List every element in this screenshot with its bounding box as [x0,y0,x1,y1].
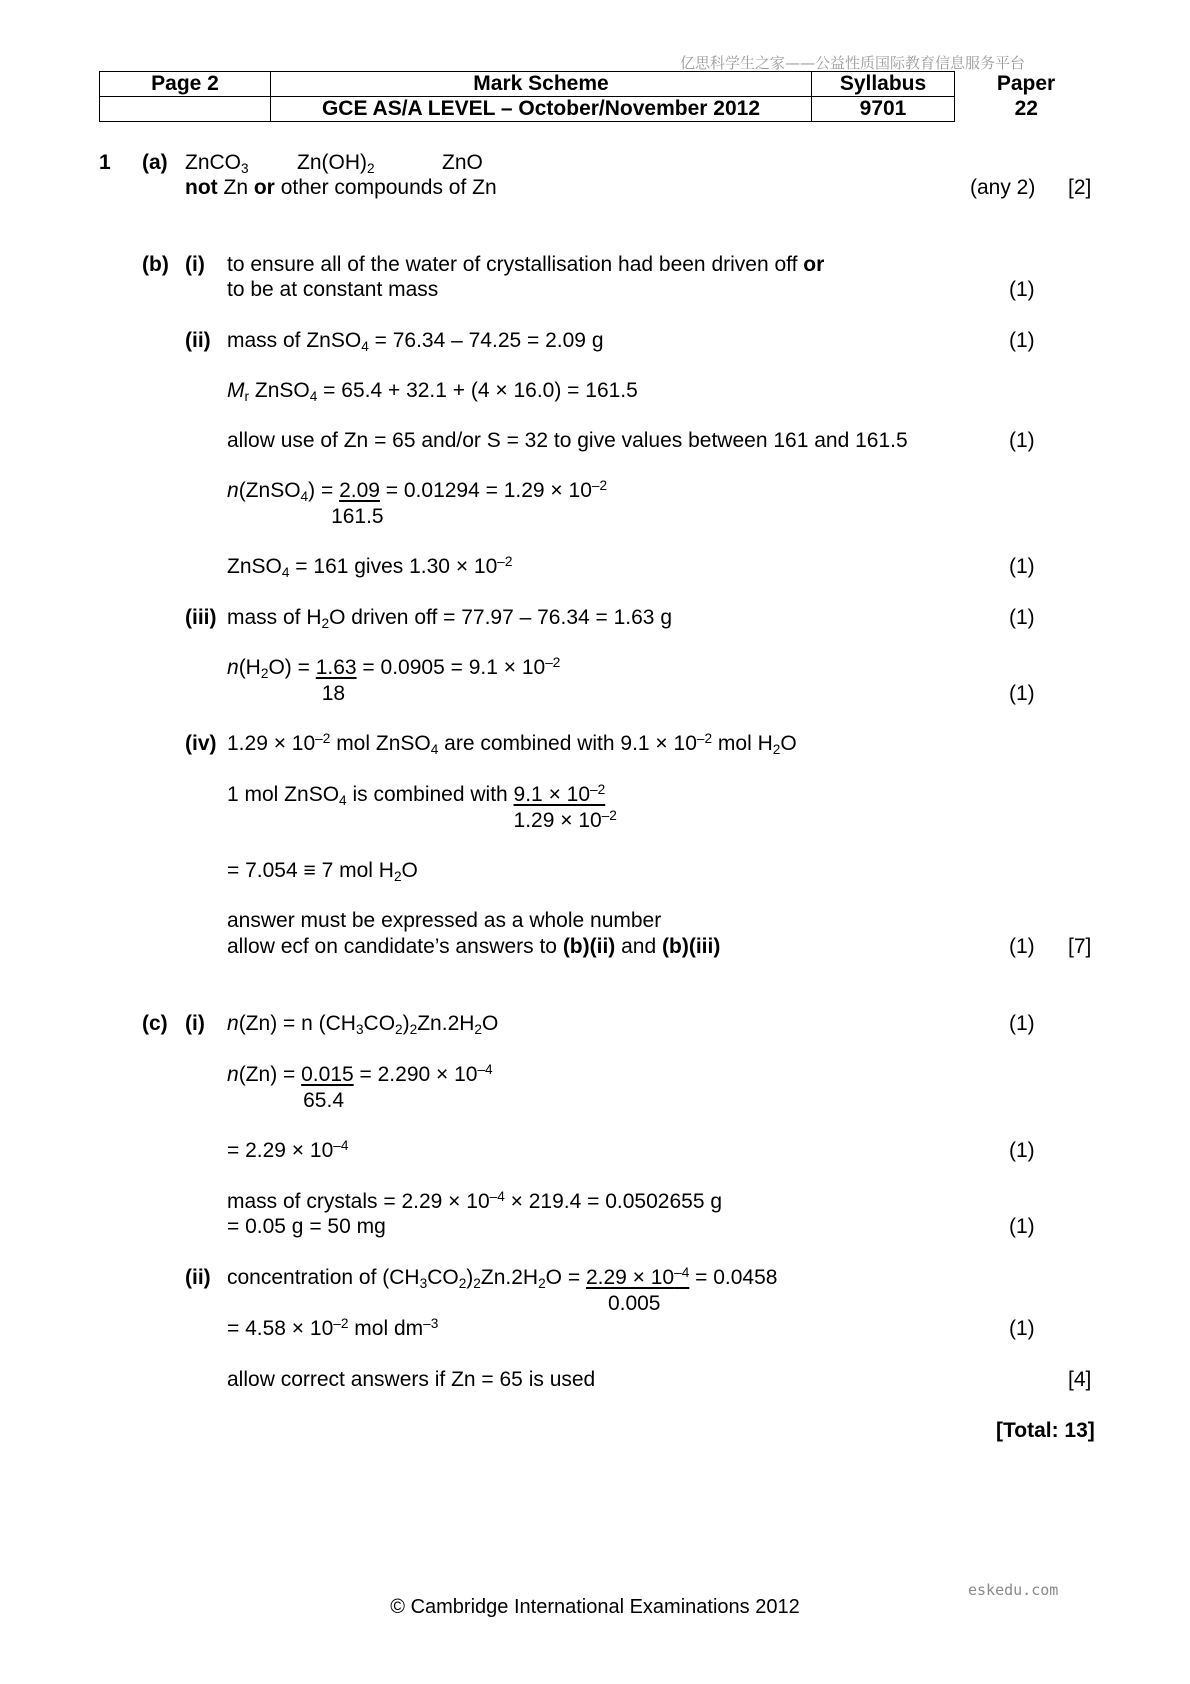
watermark-text: 亿思科学生之家——公益性质国际教育信息服务平台 [680,54,1026,72]
b-ii-mr: $M_r$ ZnSO$_4$ = 65.4 + 32.1 + (4 × 16.0) = 161.5 [227,379,638,405]
header-paper-value: 22 [1014,97,1038,120]
b-i-line1: to ensure all of the water of crystallisation had been driven off or [227,253,825,276]
mark: (1) [1009,682,1035,705]
b-ii-znso4-161: ZnSO$_4$ = 161 gives $1.30 \times 10^{-2}$ [227,553,513,581]
c-i-mass-result: = 0.05 g = 50 mg [227,1215,386,1238]
part-a-label: (a) [142,151,168,174]
part-c-ii-label: (ii) [185,1266,211,1289]
part-b-iii-label: (iii) [185,606,217,629]
answer-zno: ZnO [442,151,483,174]
part-b-ii-label: (ii) [185,329,211,352]
any2-note: (any 2) [970,176,1036,199]
part-c-label: (c) [142,1012,168,1035]
part-c-total: [4] [1068,1368,1092,1391]
b-ii-moles: n(ZnSO$_4$) = $\frac{2.09}{161.5}$ = $0.01294 = 1.29 \times 10^{-2}$ [227,477,608,528]
c-i-mass-crystals: mass of crystals = $2.29 \times 10^{-4} \times 219.4 = 0.0502655$ g [227,1188,723,1213]
part-a-total: [2] [1068,176,1092,199]
c-ii-allow-zn: allow correct answers if Zn = 65 is used [227,1368,596,1391]
footer-site: eskedu.com [968,1581,1059,1599]
mark: (1) [1009,278,1035,301]
answer-znco3: ZnCO$_3$ [185,151,249,177]
header-syllabus-value: 9701 [812,97,955,122]
part-b-iv-label: (iv) [185,732,217,755]
mark: (1) [1009,429,1035,452]
header-mark-scheme: Mark Scheme [271,72,812,97]
c-i-nzn-calc: $n(Zn) = \frac{0.015}{65.4}$ = $2.290 \times 10^{-4}$ [227,1061,493,1112]
b-ii-mass: mass of ZnSO$_4$ = 76.34 – 74.25 = 2.09 g [227,329,604,355]
b-iii-moles: $n(H_2O) = \frac{1.63}{18}$ = $0.0905 = 9.1 \times 10^{-2}$ [227,654,561,705]
question-number: 1 [99,151,111,174]
part-b-total: [7] [1068,935,1092,958]
b-iv-one-mol: 1 mol ZnSO$_4$ is combined with $\frac{9.1 \times 10^{-2}}{1.29 \times 10^{-2}}$ [227,781,617,832]
part-b-i-label: (i) [185,253,205,276]
grand-total: [Total: 13] [996,1419,1095,1442]
header-paper-label: Paper [996,72,1056,95]
header-empty-cell [100,97,271,122]
mark: (1) [1009,1012,1035,1035]
c-i-nzn-equality: n(Zn) = n $(CH_3CO_2)_2Zn.2H_2O$ [227,1012,499,1038]
b-iv-combined: $1.29 \times 10^{-2}$ mol ZnSO$_4$ are combined with $9.1 \times 10^{-2}$ mol $H_2O$ [227,730,797,758]
mark: (1) [1009,935,1035,958]
mark: (1) [1009,1317,1035,1340]
mark: (1) [1009,606,1035,629]
b-iv-result: = 7.054 ≡ 7 mol $H_2O$ [227,859,418,885]
part-c-i-label: (i) [185,1012,205,1035]
b-i-line2: to be at constant mass [227,278,439,301]
header-table [99,71,1098,122]
b-iv-ecf: allow ecf on candidate’s answers to (b)(ii) and (b)(iii) [227,935,721,958]
part-b-label: (b) [142,253,169,276]
header-exam: GCE AS/A LEVEL – October/November 2012 [271,97,812,122]
answer-znoh2: $Zn(OH)_2$ [297,151,375,177]
mark: (1) [1009,555,1035,578]
mark: (1) [1009,1139,1035,1162]
part-a-not-line: not Zn or other compounds of Zn [185,176,497,199]
header-syllabus-label: Syllabus [812,72,955,97]
footer-copyright: © Cambridge International Examinations 2012 [390,1596,800,1618]
b-iv-whole-number: answer must be expressed as a whole number [227,909,662,932]
mark: (1) [1009,1215,1035,1238]
c-ii-result: = $4.58 \times 10^{-2}$ mol $dm^{-3}$ [227,1315,439,1340]
mark: (1) [1009,329,1035,352]
header-page: Page 2 [100,72,271,97]
b-ii-allow: allow use of Zn = 65 and/or S = 32 to give values between 161 and 161.5 [227,429,908,452]
c-i-result: = $2.29 \times 10^{-4}$ [227,1137,349,1162]
b-iii-mass: mass of $H_2O$ driven off = 77.97 – 76.34 = 1.63 g [227,606,672,632]
c-ii-concentration: concentration of $(CH_3CO_2)_2Zn.2H_2O = \frac{2.29 \times 10^{-4}}{0.005}$ = 0.0458 [227,1264,778,1315]
